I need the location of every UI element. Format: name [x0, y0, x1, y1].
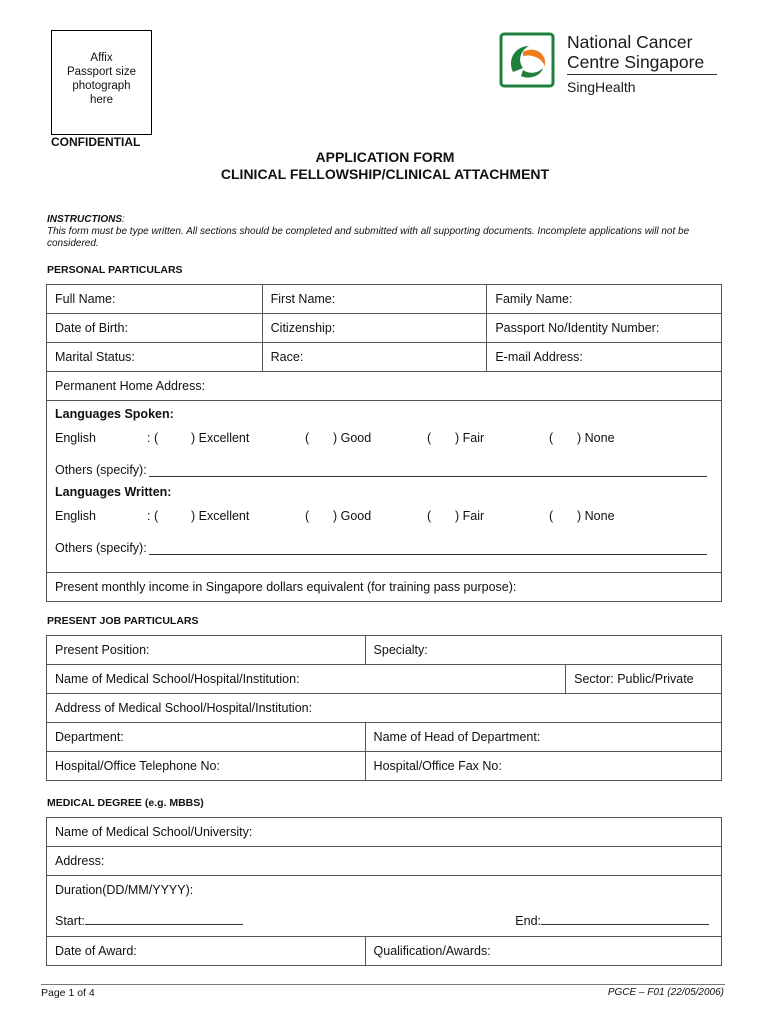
written-others-input[interactable] — [149, 541, 707, 555]
full-name-field[interactable]: Full Name: — [47, 285, 263, 314]
job-school-address-field[interactable]: Address of Medical School/Hospital/Institution: — [47, 694, 722, 723]
photo-box-line: here — [89, 94, 114, 106]
written-english-row — [55, 505, 713, 529]
nccs-logo-mark-icon — [499, 32, 555, 88]
colon-paren: : ( — [147, 509, 159, 523]
spoken-good-option[interactable]: ) Good — [333, 431, 372, 445]
marital-field[interactable]: Marital Status: — [47, 343, 263, 372]
end-input[interactable] — [541, 913, 709, 925]
photo-box-line: Affix — [90, 52, 113, 64]
language-label: English — [55, 431, 96, 445]
confidential-label: CONFIDENTIAL — [51, 135, 141, 149]
telephone-field[interactable]: Hospital/Office Telephone No: — [47, 752, 366, 781]
form-subtitle: CLINICAL FELLOWSHIP/CLINICAL ATTACHMENT — [220, 166, 550, 182]
colon-paren: : ( — [147, 431, 159, 445]
spoken-others-row — [55, 451, 713, 477]
logo-name — [567, 32, 704, 72]
written-others-row — [55, 529, 713, 555]
form-title: APPLICATION FORM — [315, 149, 455, 165]
job-school-field[interactable]: Name of Medical School/Hospital/Institution: — [47, 665, 566, 694]
job-table — [46, 635, 722, 781]
duration-label: Duration(DD/MM/YYYY): — [47, 876, 722, 905]
fax-field[interactable]: Hospital/Office Fax No: — [365, 752, 721, 781]
logo-divider — [567, 74, 717, 75]
end-label: End: — [515, 913, 541, 928]
degree-address-field[interactable]: Address: — [47, 847, 722, 876]
paren-open: ( — [549, 431, 554, 445]
written-excellent-option[interactable]: ) Excellent — [191, 509, 250, 523]
spoken-fair-option[interactable]: ) Fair — [455, 431, 485, 445]
head-of-department-field[interactable]: Name of Head of Department: — [365, 723, 721, 752]
dob-field[interactable]: Date of Birth: — [47, 314, 263, 343]
spoken-others-input[interactable] — [149, 463, 707, 477]
start-input[interactable] — [85, 913, 243, 925]
department-field[interactable]: Department: — [47, 723, 366, 752]
paren-open: ( — [427, 431, 432, 445]
passport-field[interactable]: Passport No/Identity Number: — [487, 314, 722, 343]
form-code: PGCE – F01 (22/05/2006) — [607, 987, 724, 998]
qualification-field[interactable]: Qualification/Awards: — [365, 937, 721, 966]
income-field[interactable]: Present monthly income in Singapore dollars equivalent (for training pass purpose): — [47, 573, 722, 602]
logo-line-1: National Cancer — [567, 32, 693, 52]
spoken-excellent-option[interactable]: ) Excellent — [191, 431, 250, 445]
award-date-field[interactable]: Date of Award: — [47, 937, 366, 966]
written-none-option[interactable]: ) None — [577, 509, 615, 523]
others-label: Others (specify): — [55, 541, 147, 555]
instructions-text: This form must be type written. All sections should be completed and submitted with all supporting documents. Incomplete applications will not be considered. — [47, 226, 690, 249]
written-good-option[interactable]: ) Good — [333, 509, 372, 523]
specialty-field[interactable]: Specialty: — [365, 636, 721, 665]
instructions-label-text: INSTRUCTIONS — [47, 214, 122, 225]
passport-photo-box — [51, 30, 152, 135]
paren-open: ( — [549, 509, 554, 523]
position-field[interactable]: Present Position: — [47, 636, 366, 665]
personal-table — [46, 284, 722, 602]
languages-written-heading: Languages Written: — [55, 485, 172, 499]
home-address-field[interactable]: Permanent Home Address: — [47, 372, 722, 401]
start-cell — [47, 905, 366, 937]
spoken-english-row — [55, 427, 713, 451]
instructions-colon: : — [122, 214, 125, 225]
nccs-logo — [499, 32, 729, 102]
written-fair-option[interactable]: ) Fair — [455, 509, 485, 523]
family-name-field[interactable]: Family Name: — [487, 285, 722, 314]
instructions-label — [47, 214, 125, 225]
degree-school-field[interactable]: Name of Medical School/University: — [47, 818, 722, 847]
language-label: English — [55, 509, 96, 523]
photo-box-line: photograph — [72, 80, 131, 92]
personal-heading: PERSONAL PARTICULARS — [47, 264, 183, 276]
spoken-none-option[interactable]: ) None — [577, 431, 615, 445]
logo-line-2: Centre Singapore — [567, 52, 705, 72]
degree-table — [46, 817, 722, 966]
footer-divider — [41, 984, 725, 985]
languages-spoken-heading: Languages Spoken: — [55, 407, 174, 421]
photo-box-line: Passport size — [66, 66, 137, 78]
race-field[interactable]: Race: — [262, 343, 487, 372]
job-heading: PRESENT JOB PARTICULARS — [47, 615, 199, 627]
paren-open: ( — [427, 509, 432, 523]
others-label: Others (specify): — [55, 463, 147, 477]
first-name-field[interactable]: First Name: — [262, 285, 487, 314]
sector-field[interactable]: Sector: Public/Private — [566, 665, 722, 694]
paren-open: ( — [305, 509, 310, 523]
degree-heading: MEDICAL DEGREE (e.g. MBBS) — [47, 797, 204, 809]
page-number: Page 1 of 4 — [41, 987, 95, 999]
citizenship-field[interactable]: Citizenship: — [262, 314, 487, 343]
paren-open: ( — [305, 431, 310, 445]
start-label: Start: — [55, 913, 85, 928]
email-field[interactable]: E-mail Address: — [487, 343, 722, 372]
end-cell — [365, 905, 721, 937]
languages-cell — [47, 401, 722, 573]
logo-sub: SingHealth — [567, 79, 636, 95]
